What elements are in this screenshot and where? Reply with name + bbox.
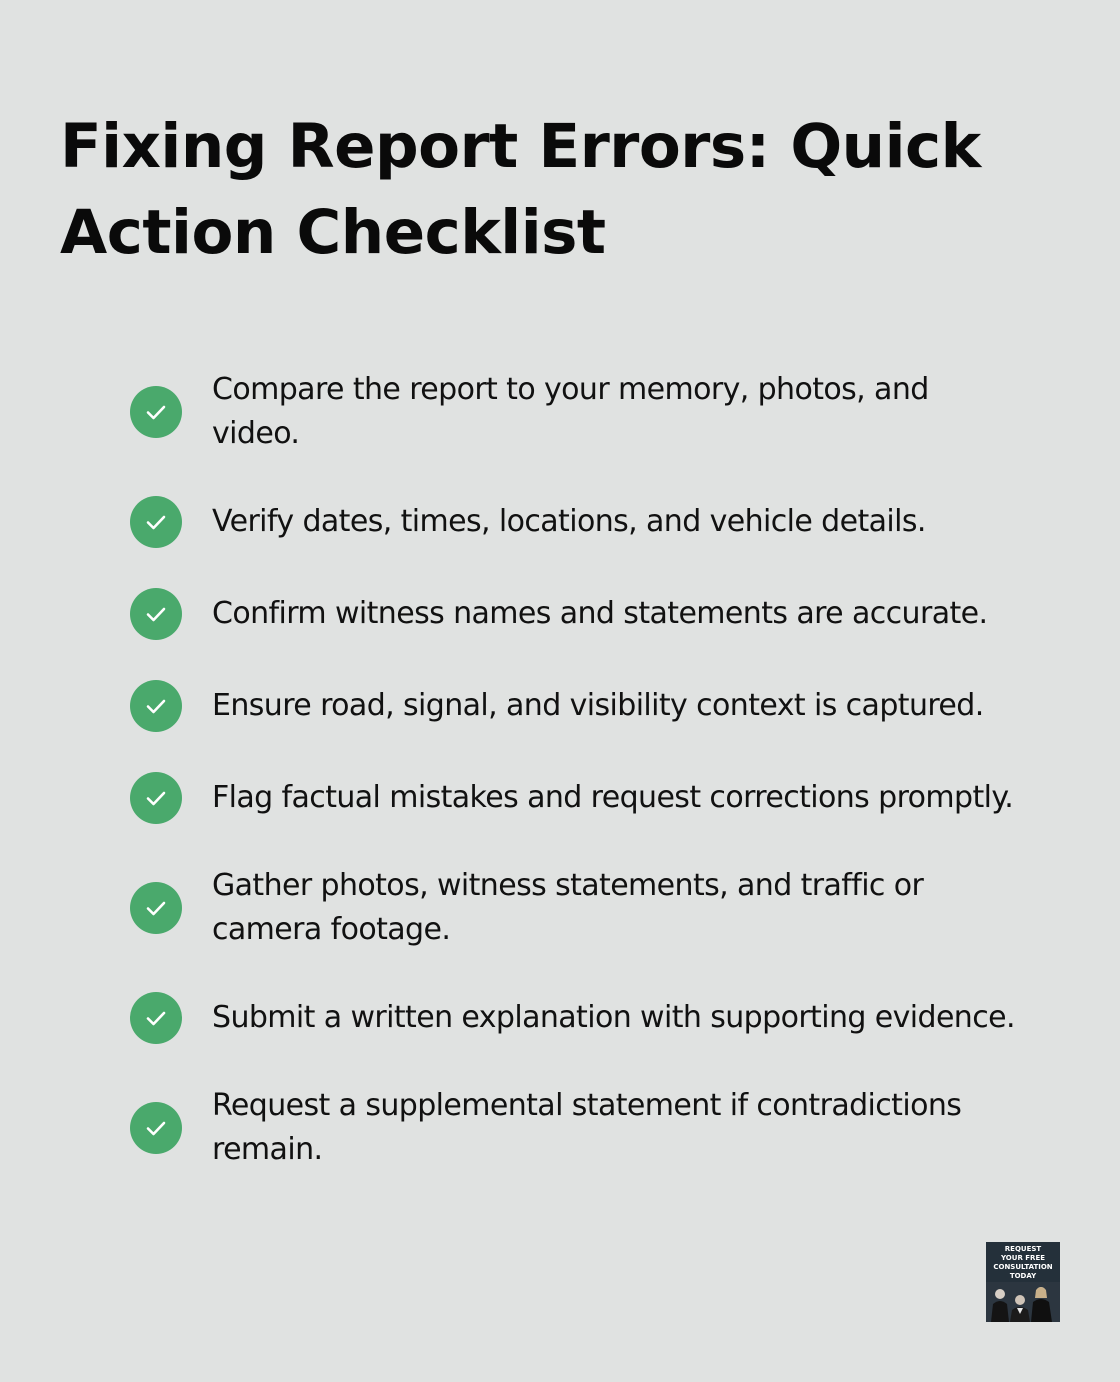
checklist-item-text-line1: Submit a written explanation with supporting evidence. xyxy=(212,1000,1015,1035)
consultation-badge[interactable] xyxy=(986,1242,1060,1322)
team-photo-icon xyxy=(986,1282,1060,1322)
page-title: Fixing Report Errors: Quick Action Checklist xyxy=(60,111,981,268)
checklist-item-text-line1: Gather photos, witness statements, and traffic or xyxy=(212,868,924,903)
checklist-item-text-line1: Compare the report to your memory, photos, and xyxy=(212,372,929,407)
consultation-badge-text: REQUEST YOUR FREE CONSULTATION TODAY xyxy=(993,1245,1053,1280)
check-circle-icon xyxy=(130,386,182,438)
checklist-item-text-line1: Ensure road, signal, and visibility context is captured. xyxy=(212,688,984,723)
check-circle-icon xyxy=(130,680,182,732)
check-circle-icon xyxy=(130,496,182,548)
checklist-item-text-line1: Flag factual mistakes and request corrections promptly. xyxy=(212,780,1014,815)
checklist-item-text-line1: Verify dates, times, locations, and vehicle details. xyxy=(212,504,926,539)
check-circle-icon xyxy=(130,772,182,824)
check-circle-icon xyxy=(130,882,182,934)
check-circle-icon xyxy=(130,1102,182,1154)
checklist-item-text-line2: camera footage. xyxy=(212,912,451,947)
checklist-item-text-line2: video. xyxy=(212,416,300,451)
checklist-item-text-line2: remain. xyxy=(212,1132,323,1167)
checklist-item-text-line1: Confirm witness names and statements are accurate. xyxy=(212,596,988,631)
checklist-item-text-line1: Request a supplemental statement if contradictions xyxy=(212,1088,962,1123)
check-circle-icon xyxy=(130,588,182,640)
check-circle-icon xyxy=(130,992,182,1044)
